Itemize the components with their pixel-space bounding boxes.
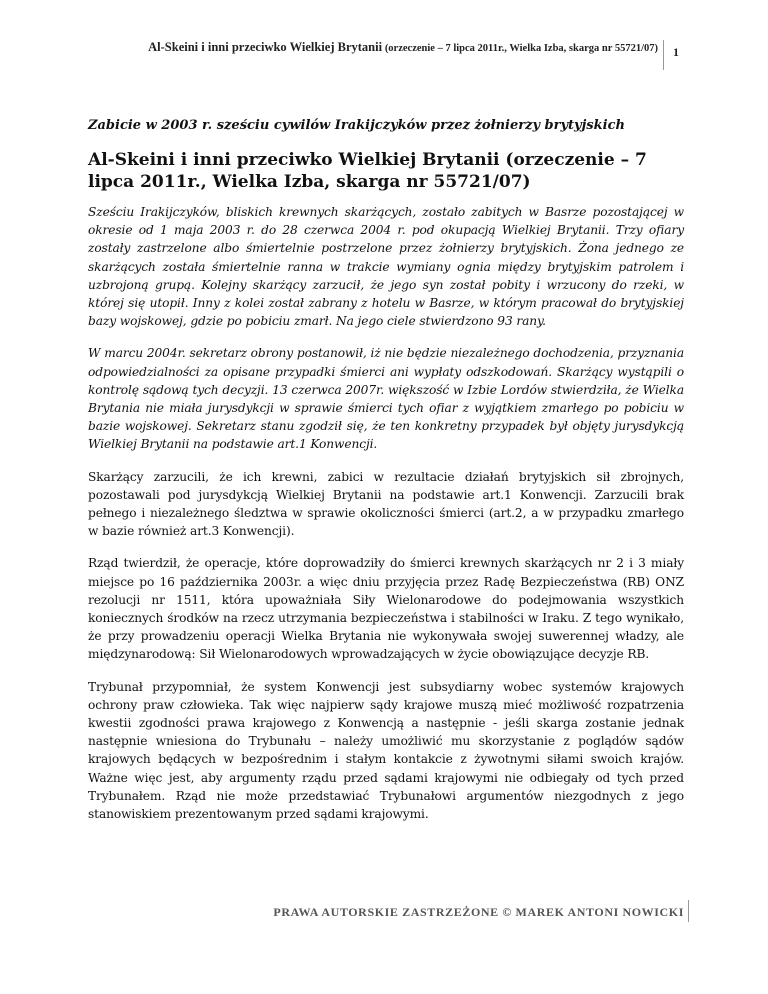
paragraph-facts: Sześciu Irakijczyków, bliskich krewnych skarżących, zostało zabitych w Basrze pozostającej w okresie od 1 maja 2003 r. do 28 czerwca 2004 r. pod okupacją Wielkiej Brytanii. Trzy ofiary zostały zastrzelone albo śmiertelnie postrzelone przez żołnierzy brytyjskich. Żona jednego ze skarżących została śmiertelnie ranna w trakcie wymiany ognia między brytyjskim patrolem i uzbrojoną grupą. Kolejny skarżący zarzucił, że jego syn został pobity i wrzucony do rzeki, w której się utopił. Inny z kolei został zabrany z hotelu w Basrze, w którym pracował do brytyjskiej bazy wojskowej, gdzie po pobiciu zmarł. Na jego ciele stwierdzono 93 rany. bbox=[88, 205, 684, 329]
document-subtitle: Zabicie w 2003 r. sześciu cywilów Irakijczyków przez żołnierzy brytyjskich bbox=[88, 118, 625, 133]
running-header bbox=[88, 40, 658, 56]
footer-divider bbox=[688, 900, 689, 922]
page-number: 1 bbox=[663, 40, 688, 70]
header-title: Al-Skeini i inni przeciwko Wielkiej Brytanii bbox=[148, 40, 383, 54]
header-case-details: (orzeczenie – 7 lipca 2011r., Wielka Izba, skarga nr 55721/07) bbox=[384, 43, 658, 54]
paragraph-government-position: Rząd twierdził, że operacje, które doprowadziły do śmierci krewnych skarżących nr 2 i 3 miały miejsce po 16 października 2003r. a więc dniu przyjęcia przez Radę Bezpieczeństwa (RB) ONZ rezolucji nr 1511, która upoważniała Siły Wielonarodowe do podejmowania wszystkich koniecznych środków na rzecz utrzymania bezpieczeństwa i stabilności w Iraku. Z tego wynikało, że przy prowadzeniu operacji Wielka Brytania nie wykonywała swojej suwerennej władzy, ale międzynarodową: Sił Wielonarodowych wprowadzających w życie obowiązujące decyzje RB. bbox=[88, 556, 684, 662]
paragraph-complaints: Skarżący zarzucili, że ich krewni, zabici w rezultacie działań brytyjskich sił zbrojnych, pozostawali pod jurysdykcją Wielkiej Brytanii na podstawie art.1 Konwencji. Zarzucili brak pełnego i niezależnego śledztwa w sprawie okoliczności śmierci (art.2, a w przypadku zmarłego w bazie również art.3 Konwencji). bbox=[88, 469, 684, 539]
document-body bbox=[88, 116, 684, 837]
document-title: Al-Skeini i inni przeciwko Wielkiej Brytanii (orzeczenie – 7 lipca 2011r., Wielka Izba, skarga nr 55721/07) bbox=[88, 150, 647, 192]
paragraph-proceedings: W marcu 2004r. sekretarz obrony postanowił, iż nie będzie niezależnego dochodzenia, przyznania odpowiedzialności za opisane przypadki śmierci ani wypłaty odszkodowań. Skarżący wystąpili o kontrolę sądową tych decyzji. 13 czerwca 2007r. większość w Izbie Lordów stwierdziła, że Wielka Brytania nie miała jurysdykcji w sprawie śmierci tych ofiar z wyjątkiem zmarłego po pobiciu w bazie wojskowej. Sekretarz stanu zgodził się, że ten konkretny przypadek był objęty jurysdykcją Wielkiej Brytanii na podstawie art.1 Konwencji. bbox=[88, 346, 684, 452]
paragraph-court-reasoning: Trybunał przypomniał, że system Konwencji jest subsydiarny wobec systemów krajowych ochrony praw człowieka. Tak więc najpierw sądy krajowe muszą mieć możliwość rozpatrzenia kwestii zgodności prawa krajowego z Konwencją a następnie - jeśli skarga zostanie jednak następnie wniesiona do Trybunału – należy umożliwić mu skorzystanie z poglądów sądów krajowych będących w bezpośrednim i stałym kontakcie z żywotnymi siłami swoich krajów. Ważne więc jest, aby argumenty rządu przed sądami krajowymi nie odbiegały od tych przed Trybunałem. Rząd nie może przedstawiać Trybunałowi argumentów niezgodnych z jego stanowiskiem prezentowanym przed sądami krajowymi. bbox=[88, 679, 684, 822]
copyright-footer: PRAWA AUTORSKIE ZASTRZEŻONE © MAREK ANTONI NOWICKI bbox=[273, 905, 684, 919]
